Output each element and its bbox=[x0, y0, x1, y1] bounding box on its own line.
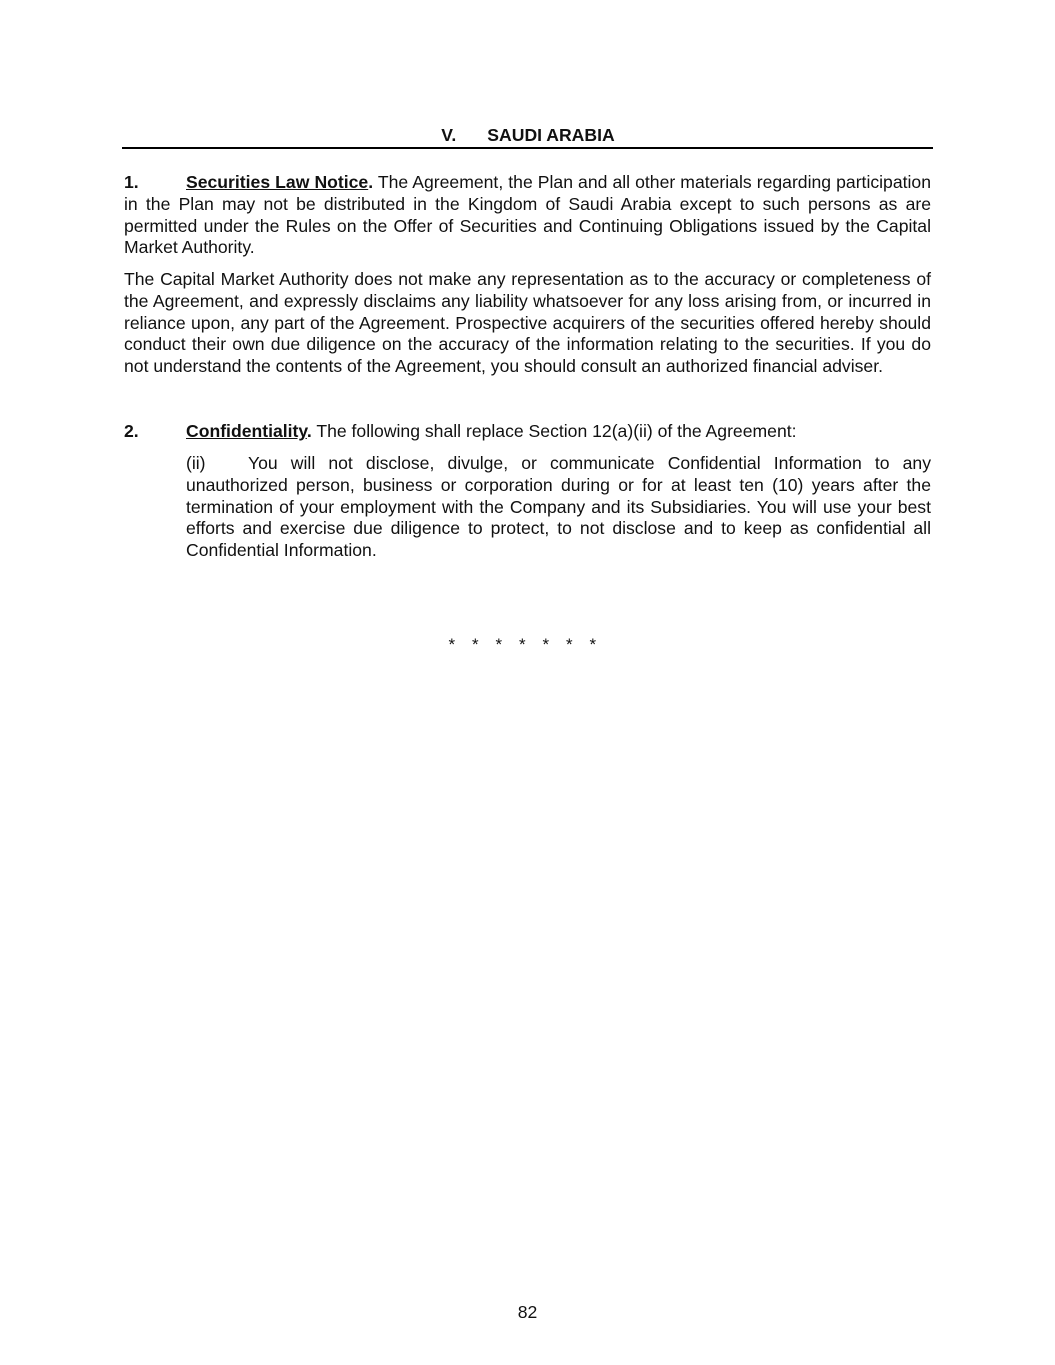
capital-market-authority-paragraph: The Capital Market Authority does not make any representation as to the accuracy or completeness of the Agreement, and expressly disclaims any liability whatsoever for any loss arising from, or incurred in reliance upon, any part of the Agreement. Prospective acquirers of the securities offered hereby should conduct their own due diligence on the accuracy of the information relating to the securities. If you do not understand the contents of the Agreement, you should consult an authorized financial adviser. bbox=[124, 269, 931, 377]
section-heading-rule bbox=[122, 147, 933, 149]
subclause-text: You will not disclose, divulge, or communicate Confidential Information to any unauthorized person, business or corporation during or for at least ten (10) years after the termination of your employment with the Company and its Subsidiaries. You will use your best efforts and exercise due diligence to protect, to not disclose and to keep as confidential all Confidential Information. bbox=[186, 453, 931, 561]
item-1-text: The Agreement, the Plan and all other materials regarding participation in the Plan may not be distributed in the Kingdom of Saudi Arabia except to such persons as are permitted under the Rules on the Offer of Securities and Continuing Obligations issued by the Capital Market Authority. bbox=[124, 172, 931, 258]
confidentiality-subclause bbox=[186, 453, 931, 562]
section-title-text: SAUDI ARABIA bbox=[487, 125, 615, 145]
item-1-heading-punct: . bbox=[368, 172, 374, 192]
asterisk: * bbox=[565, 635, 573, 654]
asterisk: * bbox=[518, 635, 526, 654]
item-1-number: 1. bbox=[124, 172, 139, 192]
confidentiality-paragraph bbox=[124, 421, 931, 443]
item-2-heading-punct: . bbox=[306, 421, 312, 441]
asterisk: * bbox=[542, 635, 550, 654]
item-2-heading: Confidentiality bbox=[186, 421, 307, 441]
item-2-text: The following shall replace Section 12(a)(ii) of the Agreement: bbox=[311, 421, 797, 441]
subclause-number: (ii) bbox=[186, 453, 206, 473]
asterisk: * bbox=[471, 635, 479, 654]
asterisk: * bbox=[448, 635, 456, 654]
page-number: 82 bbox=[517, 1302, 538, 1322]
item-1-heading: Securities Law Notice bbox=[186, 172, 369, 192]
asterisk: * bbox=[589, 635, 597, 654]
item-2-number: 2. bbox=[124, 421, 139, 441]
securities-law-notice-paragraph bbox=[124, 172, 931, 259]
section-heading bbox=[123, 124, 933, 146]
asterisk: * bbox=[495, 635, 503, 654]
end-separator bbox=[440, 634, 620, 656]
section-number: V. bbox=[441, 125, 457, 145]
